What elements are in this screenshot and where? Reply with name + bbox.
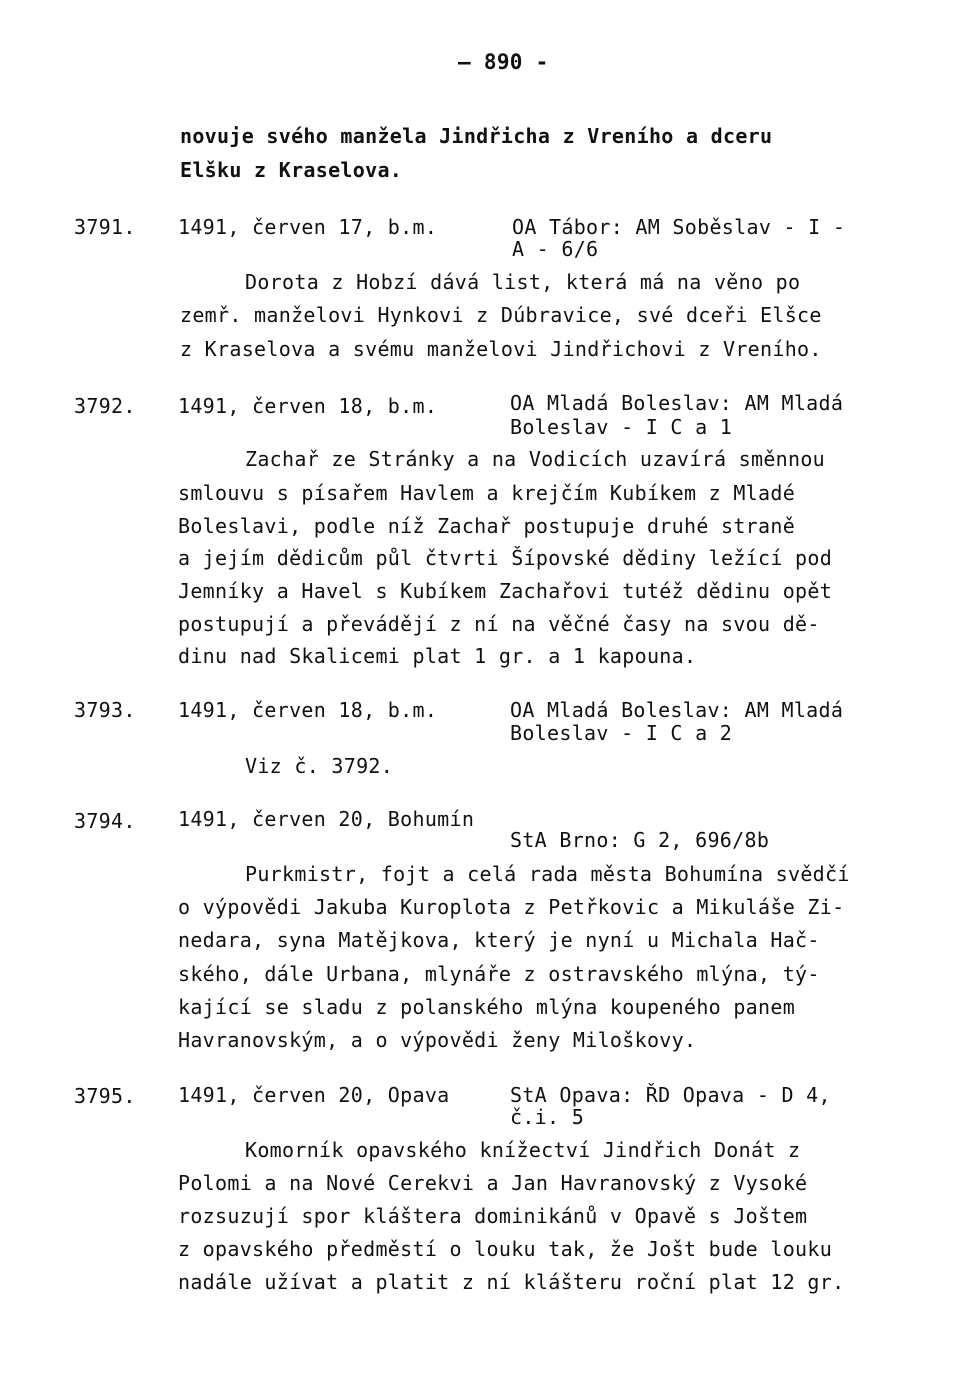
entry-date: 1491, červen 17, b.m. bbox=[178, 215, 438, 239]
entry-source: OA Tábor: AM Soběslav - I - bbox=[512, 215, 846, 239]
entry-source: StA Opava: ŘD Opava - D 4, bbox=[510, 1083, 831, 1107]
entry-text-line: Boleslavi, podle níž Zachař postupuje druhé straně bbox=[178, 514, 796, 538]
entry-text-line: Viz č. 3792. bbox=[245, 754, 394, 778]
entry-number: 3795. bbox=[74, 1084, 136, 1108]
entry-number: 3794. bbox=[74, 809, 136, 833]
entry-number: 3793. bbox=[74, 698, 136, 722]
entry-text-line: Havranovským, a o výpovědi ženy Miloškovy. bbox=[178, 1028, 697, 1052]
entry-source: č.i. 5 bbox=[510, 1105, 585, 1129]
page-number: – 890 - bbox=[458, 50, 549, 74]
entry-source: A - 6/6 bbox=[512, 237, 599, 261]
entry-text-line: smlouvu s písařem Havlem a krejčím Kubíkem z Mladé bbox=[178, 481, 796, 505]
entry-text-line: ského, dále Urbana, mlynáře z ostravského mlýna, tý- bbox=[178, 962, 820, 986]
entry-number: 3791. bbox=[74, 215, 136, 239]
entry-text-line: kající se sladu z polanského mlýna koupeného panem bbox=[178, 995, 796, 1019]
entry-text-line: a jejím dědicům půl čtvrti Šípovské dědiny ležící pod bbox=[178, 546, 833, 570]
entry-text-line: o výpovědi Jakuba Kuroplota z Petřkovic a Mikuláše Zi- bbox=[178, 895, 845, 919]
entry-source: OA Mladá Boleslav: AM Mladá bbox=[510, 391, 844, 415]
entry-text-line: Komorník opavského knížectví Jindřich Donát z bbox=[245, 1138, 801, 1162]
entry-date: 1491, červen 18, b.m. bbox=[178, 698, 438, 722]
entry-text-line: rozsuzují spor kláštera dominikánů v Opavě s Joštem bbox=[178, 1204, 808, 1228]
intro-line: novuje svého manžela Jindřicha z Vreního a dceru bbox=[180, 124, 773, 148]
entry-source: OA Mladá Boleslav: AM Mladá bbox=[510, 698, 844, 722]
entry-text-line: Jemníky a Havel s Kubíkem Zachařovi tutéž dědinu opět bbox=[178, 579, 833, 603]
entry-text-line: z Kraselova a svému manželovi Jindřichovi z Vreního. bbox=[180, 337, 822, 361]
entry-date: 1491, červen 20, Bohumín bbox=[178, 807, 475, 831]
entry-source: StA Brno: G 2, 696/8b bbox=[510, 828, 770, 852]
entry-text-line: Zachař ze Stránky a na Vodicích uzavírá směnnou bbox=[245, 447, 826, 471]
intro-line: Elšku z Kraselova. bbox=[180, 158, 403, 182]
entry-source: Boleslav - I C a 1 bbox=[510, 415, 733, 439]
entry-date: 1491, červen 20, Opava bbox=[178, 1083, 450, 1107]
entry-source: Boleslav - I C a 2 bbox=[510, 721, 733, 745]
entry-text-line: Purkmistr, fojt a celá rada města Bohumína svědčí bbox=[245, 862, 850, 886]
entry-date: 1491, červen 18, b.m. bbox=[178, 394, 438, 418]
entry-text-line: postupují a převádějí z ní na věčné časy na svou dě- bbox=[178, 612, 820, 636]
entry-text-line: z opavského předměstí o louku tak, že Jošt bude louku bbox=[178, 1237, 833, 1261]
entry-number: 3792. bbox=[74, 394, 136, 418]
entry-text-line: nadále užívat a platit z ní klášteru roční plat 12 gr. bbox=[178, 1270, 845, 1294]
entry-text-line: zemř. manželovi Hynkovi z Dúbravice, své dceři Elšce bbox=[180, 303, 822, 327]
entry-text-line: Dorota z Hobzí dává list, která má na věno po bbox=[245, 270, 801, 294]
entry-text-line: dinu nad Skalicemi plat 1 gr. a 1 kapouna. bbox=[178, 644, 697, 668]
entry-text-line: Polomi a na Nové Cerekvi a Jan Havranovský z Vysoké bbox=[178, 1171, 808, 1195]
entry-text-line: nedara, syna Matějkova, který je nyní u Michala Hač- bbox=[178, 928, 820, 952]
